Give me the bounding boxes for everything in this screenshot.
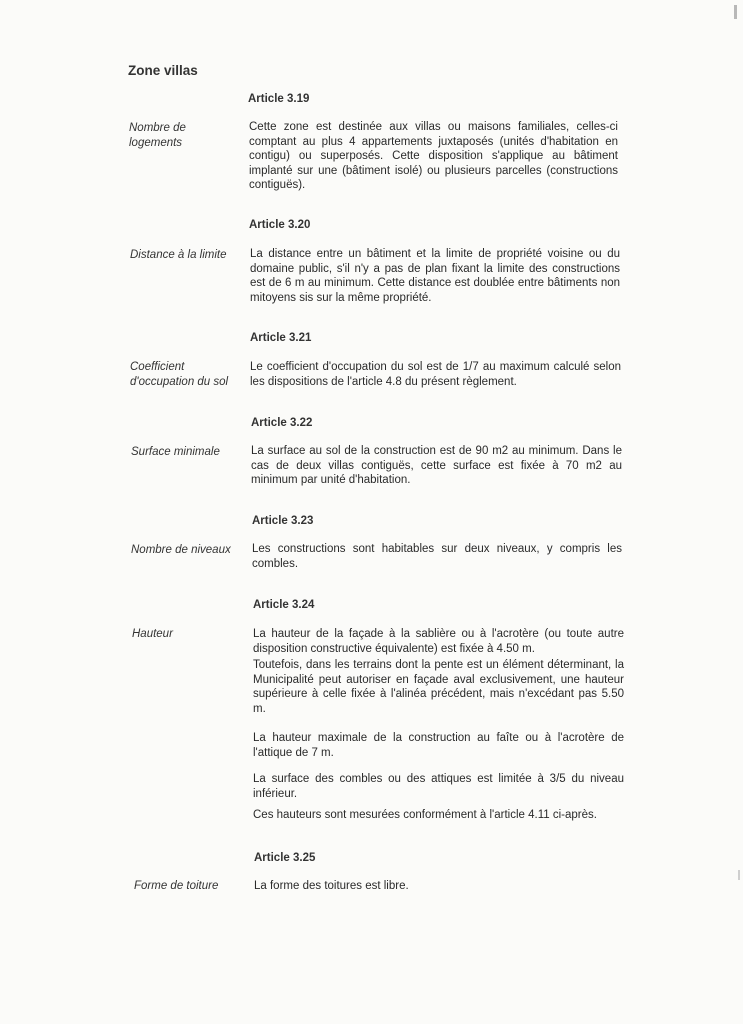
article-number: Article 3.20 [249, 219, 311, 231]
zone-title: Zone villas [128, 63, 198, 78]
article-side-label: Forme de toiture [134, 880, 219, 892]
article-side-label: Coefficient d'occupation du sol [130, 361, 229, 388]
article-paragraph: Le coefficient d'occupation du sol est de 1/7 au maximum calculé selon les dispositions de l'article 4.8 du présent règlement. [250, 361, 621, 388]
article-side-label: Surface minimale [131, 446, 220, 458]
scan-edge-mark [738, 870, 740, 880]
article-paragraph: Toutefois, dans les terrains dont la pente est un élément déterminant, la Municipalité peut autoriser en façade aval exclusivement, une hauteur supérieure à celle fixée à l'alinéa précédent, mais n'excédant pas 5.50 m. [253, 659, 624, 715]
article-number: Article 3.21 [250, 332, 312, 344]
article-number: Article 3.22 [251, 417, 313, 429]
article-number: Article 3.23 [252, 515, 314, 527]
article-paragraph: Les constructions sont habitables sur deux niveaux, y compris les combles. [252, 543, 622, 570]
article-side-label: Hauteur [132, 628, 173, 640]
article-paragraph: Ces hauteurs sont mesurées conformément à l'article 4.11 ci-après. [253, 809, 597, 821]
article-paragraph: Cette zone est destinée aux villas ou maisons familiales, celles-ci comptant au plus 4 appartements juxtaposés (unités d'habitation en contigu) ou superposés. Cette disposition s'applique au bâtiment implanté sur une (bâtiment isolé) ou plusieurs parcelles (constructions contiguës). [249, 121, 618, 191]
article-side-label: Distance à la limite [130, 249, 227, 261]
article-paragraph: La surface au sol de la construction est de 90 m2 au minimum. Dans le cas de deux villas contiguës, cette surface est fixée à 70 m2 au minimum par unité d'habitation. [251, 445, 622, 486]
article-number: Article 3.19 [248, 93, 310, 105]
article-side-label: Nombre de logements [129, 122, 186, 149]
article-paragraph: La distance entre un bâtiment et la limite de propriété voisine ou du domaine public, s'il n'y a pas de plan fixant la limite des constructions est de 6 m au minimum. Cette distance est doublée entre bâtiments non mitoyens sis sur la même propriété. [250, 248, 620, 304]
article-paragraph: La surface des combles ou des attiques est limitée à 3/5 du niveau inférieur. [253, 773, 624, 800]
article-paragraph: La hauteur de la façade à la sablière ou à l'acrotère (ou toute autre disposition constructive équivalente) est fixée à 4.50 m. [253, 628, 624, 655]
article-number: Article 3.25 [254, 852, 316, 864]
article-paragraph: La forme des toitures est libre. [254, 880, 409, 892]
scan-edge-mark [734, 5, 737, 19]
article-side-label: Nombre de niveaux [131, 544, 231, 556]
article-paragraph: La hauteur maximale de la construction au faîte ou à l'acrotère de l'attique de 7 m. [253, 732, 624, 759]
article-number: Article 3.24 [253, 599, 315, 611]
